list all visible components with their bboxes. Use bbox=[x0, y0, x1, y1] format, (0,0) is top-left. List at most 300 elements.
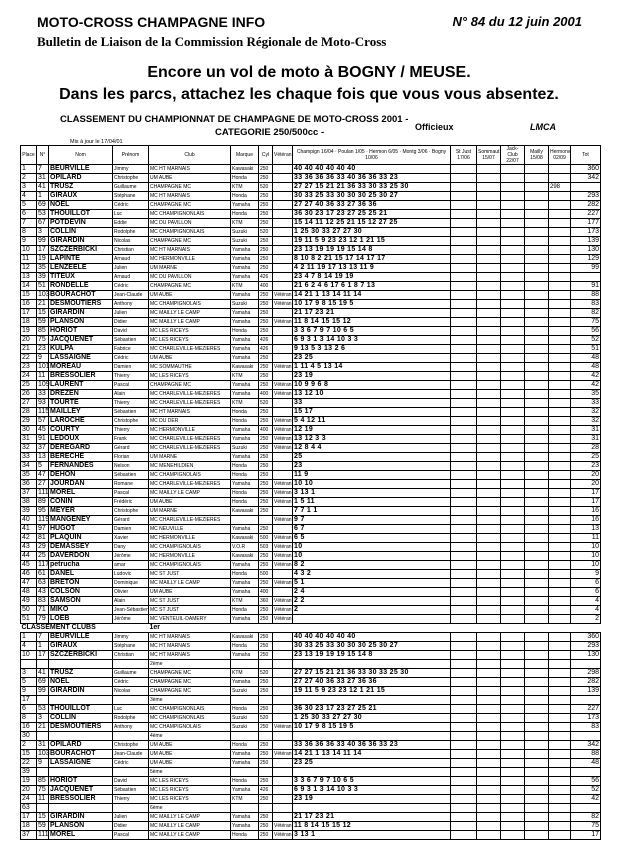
table-cell: LAPINTE bbox=[49, 255, 113, 264]
table-cell: Gérard bbox=[113, 444, 149, 453]
table-cell bbox=[293, 804, 451, 813]
column-header: Tot bbox=[571, 146, 601, 165]
table-cell bbox=[451, 417, 477, 426]
table-cell bbox=[549, 750, 571, 759]
table-cell bbox=[501, 435, 525, 444]
table-cell: 250 bbox=[259, 606, 273, 615]
table-cell bbox=[549, 705, 571, 714]
table-cell: 227 bbox=[571, 210, 601, 219]
table-cell: 42 bbox=[571, 372, 601, 381]
table-cell: Yamaha bbox=[231, 318, 259, 327]
table-cell: Yamaha bbox=[231, 291, 259, 300]
table-cell: 24 bbox=[21, 795, 37, 804]
table-cell: Yamaha bbox=[231, 750, 259, 759]
club-table-row bbox=[21, 642, 601, 651]
table-cell: 52 bbox=[571, 786, 601, 795]
table-cell bbox=[549, 165, 571, 174]
table-cell bbox=[477, 390, 501, 399]
table-cell bbox=[501, 678, 525, 687]
table-cell: Yamaha bbox=[231, 561, 259, 570]
table-cell bbox=[477, 534, 501, 543]
table-cell: 426 bbox=[259, 786, 273, 795]
table-cell bbox=[477, 453, 501, 462]
table-cell bbox=[525, 759, 549, 768]
table-cell bbox=[525, 345, 549, 354]
table-cell: 30 33 25 33 30 30 30 25 30 27 bbox=[293, 642, 451, 651]
table-cell: 56 bbox=[571, 777, 601, 786]
table-cell: MC LES RICEYS bbox=[149, 795, 231, 804]
table-cell bbox=[525, 552, 549, 561]
table-cell bbox=[113, 732, 149, 741]
table-cell: 177 bbox=[571, 219, 601, 228]
table-cell: Yamaha bbox=[231, 480, 259, 489]
table-cell: TITEUX bbox=[49, 273, 113, 282]
table-cell: 360 bbox=[571, 165, 601, 174]
table-cell: 31 bbox=[37, 174, 49, 183]
table-cell bbox=[477, 615, 501, 624]
table-cell: MIKO bbox=[49, 606, 113, 615]
table-cell bbox=[451, 579, 477, 588]
table-row bbox=[21, 327, 601, 336]
table-cell: MC HERMONVILLE bbox=[149, 255, 231, 264]
table-cell bbox=[501, 822, 525, 831]
table-cell: 23 13 19 19 19 15 14 8 bbox=[293, 651, 451, 660]
table-cell: Honda bbox=[231, 174, 259, 183]
table-cell bbox=[549, 507, 571, 516]
table-cell: 5 bbox=[21, 201, 37, 210]
table-cell: Cédric bbox=[113, 759, 149, 768]
table-cell: 42 bbox=[571, 381, 601, 390]
table-cell: petrucha bbox=[49, 561, 113, 570]
club-table-row bbox=[21, 696, 601, 705]
table-cell: 3 bbox=[21, 183, 37, 192]
table-cell: 24 bbox=[21, 372, 37, 381]
table-cell: SZCZERBICKI bbox=[49, 651, 113, 660]
table-cell bbox=[525, 687, 549, 696]
table-cell bbox=[273, 183, 293, 192]
table-cell: Dominique bbox=[113, 579, 149, 588]
table-cell bbox=[549, 588, 571, 597]
table-cell bbox=[525, 273, 549, 282]
table-cell bbox=[477, 399, 501, 408]
table-cell: Christophe bbox=[113, 174, 149, 183]
table-cell: 10 bbox=[571, 561, 601, 570]
column-header: Club bbox=[149, 146, 231, 165]
table-cell: MAILLEY bbox=[49, 408, 113, 417]
table-cell: Julien bbox=[113, 309, 149, 318]
table-cell bbox=[571, 768, 601, 777]
table-cell bbox=[549, 264, 571, 273]
table-cell bbox=[525, 408, 549, 417]
table-cell: David bbox=[113, 327, 149, 336]
table-row bbox=[21, 273, 601, 282]
table-cell bbox=[477, 462, 501, 471]
table-cell bbox=[571, 732, 601, 741]
table-row bbox=[21, 507, 601, 516]
table-cell: 1 bbox=[37, 192, 49, 201]
table-cell bbox=[477, 822, 501, 831]
table-cell: MC ST JUST bbox=[149, 570, 231, 579]
table-cell: MC CHAMPIGNONLAIS bbox=[149, 210, 231, 219]
table-cell: 103 bbox=[38, 750, 50, 757]
table-cell bbox=[451, 696, 477, 705]
table-cell bbox=[451, 723, 477, 732]
table-cell bbox=[477, 381, 501, 390]
table-cell bbox=[477, 642, 501, 651]
table-cell bbox=[549, 759, 571, 768]
table-cell: 4 bbox=[571, 597, 601, 606]
table-cell: MC HT MARNAIS bbox=[149, 192, 231, 201]
table-cell: CONIN bbox=[49, 498, 113, 507]
table-cell: MC MAILLY LE CAMP bbox=[149, 579, 231, 588]
table-cell: 3 bbox=[37, 228, 49, 237]
table-cell bbox=[273, 372, 293, 381]
table-cell: 9 bbox=[37, 354, 49, 363]
table-cell bbox=[451, 786, 477, 795]
table-cell bbox=[477, 165, 501, 174]
table-cell bbox=[549, 525, 571, 534]
ranking-title: CLASSEMENT DU CHAMPIONNAT DE CHAMPAGNE DE MOTO-CROSS 2001 - bbox=[60, 114, 409, 125]
table-cell bbox=[451, 291, 477, 300]
table-cell bbox=[525, 426, 549, 435]
table-cell bbox=[525, 363, 549, 372]
table-row bbox=[21, 444, 601, 453]
table-cell: 8 bbox=[21, 714, 37, 723]
table-cell: 250 bbox=[259, 831, 273, 840]
table-cell bbox=[501, 777, 525, 786]
table-cell: 83 bbox=[571, 723, 601, 732]
table-cell: Nicolas bbox=[113, 687, 149, 696]
table-cell: Cédric bbox=[113, 678, 149, 687]
table-cell: 9 7 bbox=[293, 516, 451, 525]
table-cell: Xavier bbox=[113, 534, 149, 543]
table-cell: LENZEELE bbox=[49, 264, 113, 273]
table-cell: 250 bbox=[259, 372, 273, 381]
table-cell: 250 bbox=[259, 561, 273, 570]
table-cell: Luc bbox=[113, 705, 149, 714]
table-cell: Honda bbox=[231, 642, 259, 651]
table-cell bbox=[525, 669, 549, 678]
table-cell: Vétéran bbox=[274, 382, 292, 388]
table-cell bbox=[451, 534, 477, 543]
table-cell bbox=[477, 282, 501, 291]
table-cell bbox=[451, 246, 477, 255]
table-cell: LAROCHE bbox=[49, 417, 113, 426]
table-cell bbox=[273, 777, 293, 786]
table-cell: Yamaha bbox=[231, 615, 259, 624]
table-cell: 109 bbox=[38, 381, 50, 388]
table-cell bbox=[477, 552, 501, 561]
table-cell: 83 bbox=[37, 597, 49, 606]
table-cell bbox=[293, 768, 451, 777]
table-cell: 250 bbox=[259, 615, 273, 624]
table-cell bbox=[501, 651, 525, 660]
table-cell: MC HERMONVILLE bbox=[149, 552, 231, 561]
table-cell: 18 bbox=[21, 822, 37, 831]
table-cell bbox=[273, 507, 293, 516]
table-row bbox=[21, 408, 601, 417]
table-cell bbox=[549, 615, 571, 624]
table-cell: BEURVILLE bbox=[49, 165, 113, 174]
table-row bbox=[21, 480, 601, 489]
table-cell: OPILARD bbox=[49, 174, 113, 183]
table-row bbox=[21, 219, 601, 228]
table-cell bbox=[451, 363, 477, 372]
table-cell: 250 bbox=[259, 174, 273, 183]
table-cell: 82 bbox=[571, 813, 601, 822]
table-cell bbox=[451, 273, 477, 282]
table-cell: Vétéran bbox=[274, 544, 292, 550]
table-cell: 426 bbox=[259, 273, 273, 282]
table-row bbox=[21, 255, 601, 264]
table-cell: MANGENEY bbox=[49, 516, 113, 525]
table-cell: 293 bbox=[571, 192, 601, 201]
table-cell: UM AUBE bbox=[149, 174, 231, 183]
table-cell: 23 bbox=[21, 363, 37, 372]
table-cell bbox=[273, 462, 293, 471]
table-cell: 250 bbox=[259, 471, 273, 480]
table-cell: PLANSON bbox=[49, 822, 113, 831]
table-cell bbox=[451, 201, 477, 210]
table-cell: Yamaha bbox=[231, 201, 259, 210]
table-cell: Kawasaki bbox=[231, 507, 259, 516]
table-cell bbox=[549, 291, 571, 300]
table-cell: 23 bbox=[571, 462, 601, 471]
table-cell: 35 bbox=[571, 390, 601, 399]
table-cell bbox=[549, 426, 571, 435]
table-cell bbox=[501, 552, 525, 561]
table-cell: Yamaha bbox=[231, 786, 259, 795]
table-cell bbox=[477, 579, 501, 588]
club-table-row bbox=[21, 804, 601, 813]
table-cell bbox=[273, 246, 293, 255]
table-cell: 10 17 9 8 15 19 5 bbox=[293, 300, 451, 309]
table-cell bbox=[549, 822, 571, 831]
table-cell bbox=[525, 165, 549, 174]
table-cell bbox=[525, 246, 549, 255]
table-cell: 25 bbox=[571, 453, 601, 462]
table-cell bbox=[525, 579, 549, 588]
table-cell: 3 bbox=[21, 669, 37, 678]
newsletter-title: MOTO-CROSS CHAMPAGNE INFO bbox=[37, 14, 266, 30]
table-row bbox=[21, 318, 601, 327]
table-cell: Vétéran bbox=[274, 823, 292, 829]
table-cell bbox=[549, 813, 571, 822]
table-cell bbox=[451, 552, 477, 561]
table-cell: Jean-Claude bbox=[113, 750, 149, 759]
table-cell: Vétéran bbox=[274, 436, 292, 442]
table-cell bbox=[477, 525, 501, 534]
table-cell: 360 bbox=[571, 633, 601, 642]
table-cell: SZCZERBICKI bbox=[49, 246, 113, 255]
table-cell: OPILARD bbox=[49, 741, 113, 750]
table-cell bbox=[549, 597, 571, 606]
table-row bbox=[21, 264, 601, 273]
table-cell: MC CHARLEVILLE-MEZIERES bbox=[149, 444, 231, 453]
table-cell: Vétéran bbox=[274, 445, 292, 451]
table-cell bbox=[273, 264, 293, 273]
table-cell bbox=[549, 228, 571, 237]
table-cell bbox=[451, 804, 477, 813]
table-cell: 11 8 14 15 15 12 bbox=[293, 822, 451, 831]
table-cell: 16 bbox=[571, 507, 601, 516]
table-cell: GIRARDIN bbox=[49, 687, 113, 696]
table-cell: Stéphane bbox=[113, 642, 149, 651]
table-cell bbox=[273, 669, 293, 678]
table-cell: Ludovic bbox=[113, 570, 149, 579]
table-cell: 27 27 15 21 21 36 33 30 33 25 30 bbox=[293, 183, 451, 192]
table-cell: 282 bbox=[571, 678, 601, 687]
table-row bbox=[21, 570, 601, 579]
table-cell: THOUILLOT bbox=[49, 705, 113, 714]
table-cell bbox=[525, 354, 549, 363]
table-row bbox=[21, 453, 601, 462]
table-cell: Vétéran bbox=[274, 427, 292, 433]
table-cell bbox=[525, 678, 549, 687]
table-cell: SAMSON bbox=[49, 597, 113, 606]
table-cell: UM MARNE bbox=[149, 264, 231, 273]
table-cell: POTDEVIN bbox=[49, 219, 113, 228]
table-cell bbox=[273, 453, 293, 462]
table-cell: 75 bbox=[571, 318, 601, 327]
table-cell: Jérôme bbox=[113, 615, 149, 624]
table-cell: MC ST JUST bbox=[149, 606, 231, 615]
table-cell bbox=[501, 192, 525, 201]
table-cell bbox=[549, 273, 571, 282]
table-cell bbox=[549, 192, 571, 201]
table-cell bbox=[477, 633, 501, 642]
table-cell bbox=[501, 696, 525, 705]
table-cell: 250 bbox=[259, 444, 273, 453]
table-cell bbox=[451, 453, 477, 462]
table-cell: Vétéran bbox=[274, 607, 292, 613]
table-cell bbox=[477, 435, 501, 444]
table-cell bbox=[549, 201, 571, 210]
table-cell: 25 bbox=[21, 381, 37, 390]
table-cell: Sébastien bbox=[113, 408, 149, 417]
table-cell bbox=[477, 606, 501, 615]
table-cell: MC HT MARNAIS bbox=[149, 642, 231, 651]
table-cell bbox=[525, 300, 549, 309]
table-cell: COLSON bbox=[49, 588, 113, 597]
table-cell: 250 bbox=[259, 264, 273, 273]
table-cell bbox=[477, 408, 501, 417]
table-cell: 23 19 bbox=[293, 372, 451, 381]
table-cell: GIRARDIN bbox=[49, 309, 113, 318]
table-cell: LOEB bbox=[49, 615, 113, 624]
table-cell: 10 bbox=[571, 543, 601, 552]
table-cell: 18 bbox=[21, 318, 37, 327]
table-cell: MC MAILLY LE CAMP bbox=[149, 309, 231, 318]
table-cell bbox=[37, 804, 49, 813]
table-cell: 6ème bbox=[149, 804, 231, 813]
table-cell bbox=[549, 246, 571, 255]
table-cell bbox=[501, 408, 525, 417]
table-cell: 85 bbox=[37, 327, 49, 336]
table-cell: 48 bbox=[571, 363, 601, 372]
table-cell: Thierry bbox=[113, 399, 149, 408]
table-cell bbox=[273, 219, 293, 228]
table-cell bbox=[549, 237, 571, 246]
table-cell bbox=[501, 399, 525, 408]
club-table-row bbox=[21, 669, 601, 678]
table-cell bbox=[451, 687, 477, 696]
table-cell bbox=[451, 165, 477, 174]
table-cell: 59 bbox=[37, 318, 49, 327]
table-cell: UM AUBE bbox=[149, 498, 231, 507]
table-cell: 12 8 4 4 bbox=[293, 444, 451, 453]
table-cell: 250 bbox=[259, 354, 273, 363]
table-cell bbox=[501, 741, 525, 750]
table-cell: Honda bbox=[231, 489, 259, 498]
table-cell: Florian bbox=[113, 453, 149, 462]
table-cell: 115 bbox=[38, 408, 50, 415]
table-cell: 97 bbox=[37, 525, 49, 534]
table-cell: 11 bbox=[571, 534, 601, 543]
table-cell: 3 3 6 7 9 7 10 6 5 bbox=[293, 777, 451, 786]
table-cell: 10 9 9 6 8 bbox=[293, 381, 451, 390]
table-cell: David bbox=[113, 777, 149, 786]
table-cell bbox=[525, 507, 549, 516]
table-cell bbox=[477, 210, 501, 219]
table-cell: 17 bbox=[571, 831, 601, 840]
table-cell: 33 bbox=[21, 453, 37, 462]
table-cell: CHAMPAGNE MC bbox=[149, 687, 231, 696]
table-cell bbox=[273, 759, 293, 768]
table-cell bbox=[451, 795, 477, 804]
table-cell: Suzuki bbox=[231, 228, 259, 237]
table-cell bbox=[451, 606, 477, 615]
table-cell: 10 bbox=[293, 552, 451, 561]
table-cell: 4 bbox=[21, 192, 37, 201]
table-cell: 53 bbox=[37, 705, 49, 714]
table-cell: 16 bbox=[571, 516, 601, 525]
table-cell: Dany bbox=[113, 543, 149, 552]
table-cell: HORIOT bbox=[49, 327, 113, 336]
table-cell: MC SOMMAUTHE bbox=[149, 363, 231, 372]
table-cell: 7 bbox=[21, 219, 37, 228]
table-cell: 250 bbox=[259, 381, 273, 390]
table-cell bbox=[477, 237, 501, 246]
table-cell: 8 bbox=[21, 228, 37, 237]
table-cell bbox=[477, 741, 501, 750]
table-row bbox=[21, 372, 601, 381]
table-cell bbox=[525, 471, 549, 480]
table-cell bbox=[501, 201, 525, 210]
table-cell: 12 bbox=[21, 264, 37, 273]
table-cell: Rodolphe bbox=[113, 228, 149, 237]
table-cell bbox=[549, 300, 571, 309]
table-cell bbox=[451, 633, 477, 642]
table-cell: 91 bbox=[37, 435, 49, 444]
table-cell: 6 9 3 1 3 14 10 3 3 bbox=[293, 786, 451, 795]
table-cell: 6 9 3 1 3 14 10 3 3 bbox=[293, 336, 451, 345]
table-cell bbox=[451, 255, 477, 264]
table-cell: Thierry bbox=[113, 795, 149, 804]
table-cell bbox=[113, 804, 149, 813]
table-cell: PLAQUIN bbox=[49, 534, 113, 543]
table-cell: 4 bbox=[571, 606, 601, 615]
table-cell: DEREGARD bbox=[49, 444, 113, 453]
table-cell bbox=[525, 696, 549, 705]
club-table-row bbox=[21, 822, 601, 831]
table-cell bbox=[273, 237, 293, 246]
table-cell bbox=[451, 570, 477, 579]
table-cell bbox=[259, 768, 273, 777]
table-cell: Vétéran bbox=[274, 517, 292, 523]
table-cell bbox=[501, 444, 525, 453]
table-row bbox=[21, 363, 601, 372]
